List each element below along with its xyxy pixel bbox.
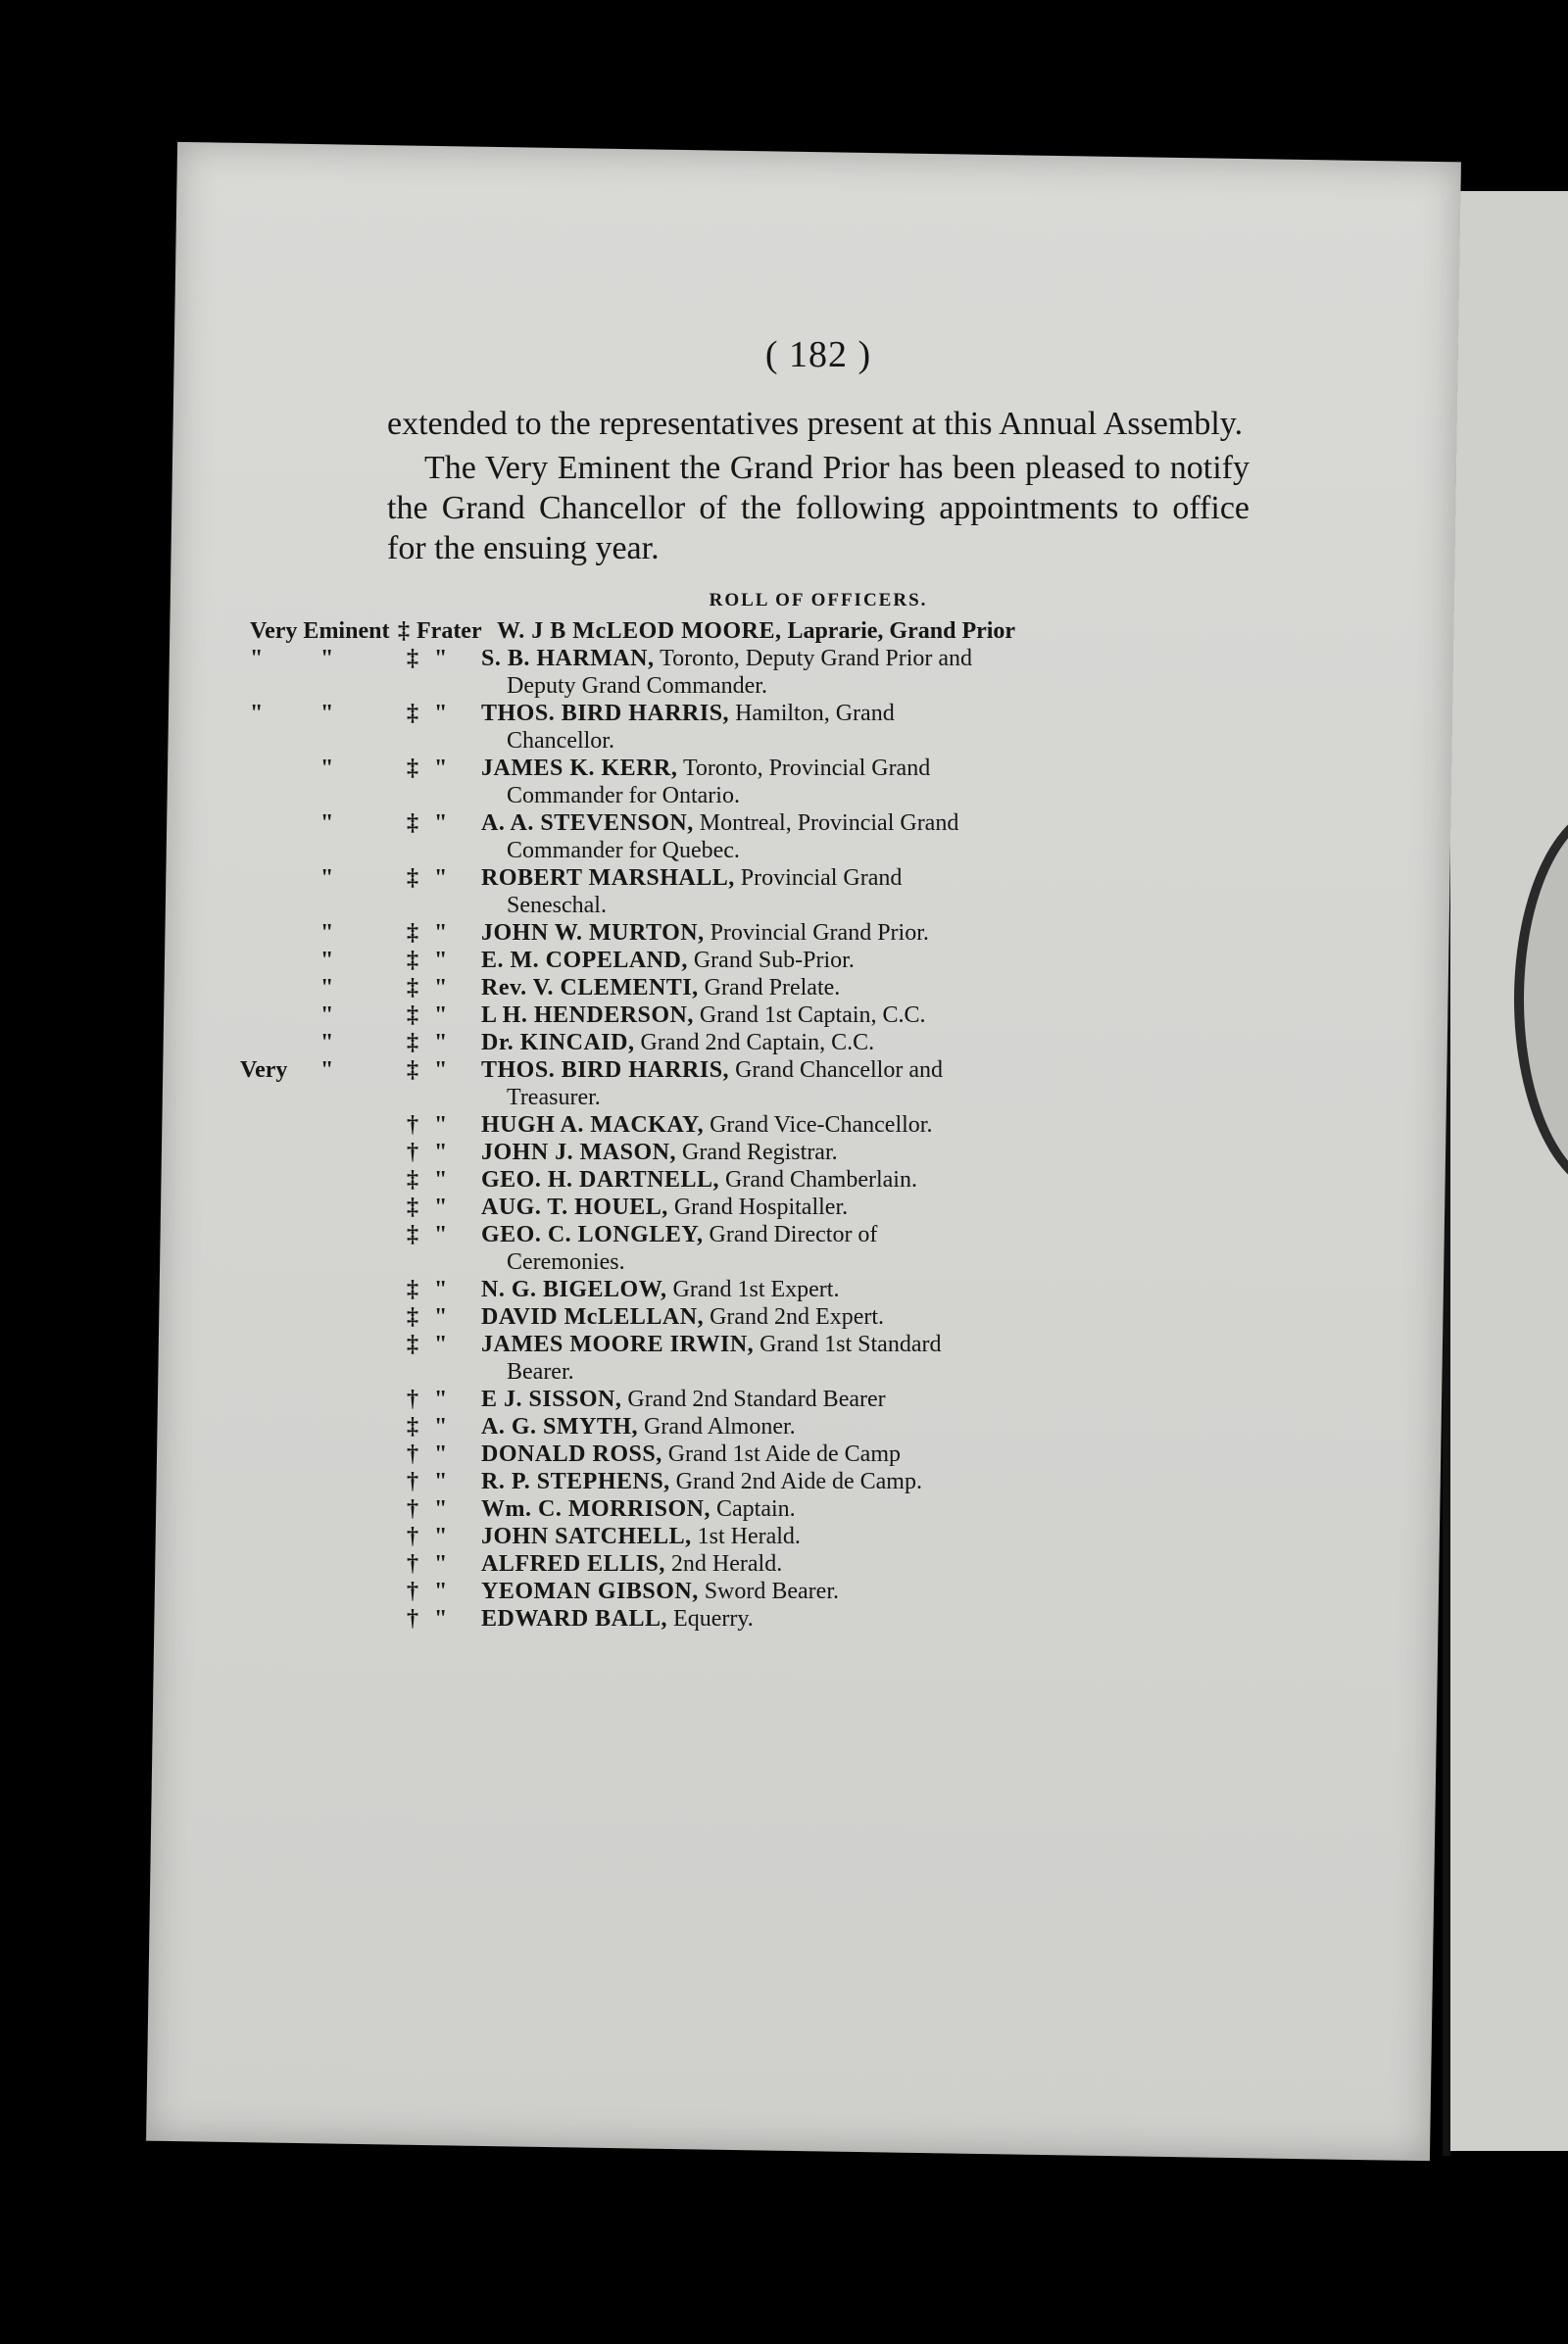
officer-row	[387, 1495, 1250, 1523]
ditto-mark: "	[320, 646, 334, 671]
officer-row	[320, 974, 1250, 1001]
dagger-mark: †	[407, 1551, 418, 1577]
officer-office: Sword Bearer.	[704, 1579, 839, 1604]
ditto-mark: "	[434, 1002, 448, 1028]
officer-name: Rev. V. CLEMENTI,	[481, 975, 699, 1001]
ditto-mark: "	[434, 1496, 448, 1522]
officer-office: Grand 1st Captain, C.C.	[699, 1002, 926, 1028]
officer-office: Grand Chamberlain.	[725, 1167, 917, 1193]
officer-row	[387, 1221, 1250, 1276]
officer-entry	[481, 1468, 1250, 1495]
officer-name: THOS. BIRD HARRIS,	[481, 701, 730, 726]
officer-office: Toronto, Deputy Grand Prior and	[660, 646, 973, 671]
officer-entry	[481, 1523, 1250, 1550]
officer-name: Dr. KINCAID,	[481, 1030, 635, 1055]
dagger-mark: †	[407, 1579, 418, 1604]
officer-name: Wm. C. MORRISON,	[481, 1496, 710, 1522]
officer-office: Grand Hospitaller.	[673, 1195, 849, 1220]
officer-entry	[481, 1221, 1250, 1276]
officer-office: 2nd Herald.	[670, 1551, 783, 1577]
officer-entry	[481, 1056, 1250, 1111]
ditto-mark: "	[434, 1441, 448, 1467]
ditto-mark: "	[320, 1030, 334, 1055]
ditto-mark: "	[434, 1469, 448, 1494]
dagger-mark: ‡	[407, 810, 418, 836]
page-number: ( 182 )	[764, 334, 872, 375]
officer-entry	[481, 1331, 1250, 1386]
officer-row	[240, 1056, 1250, 1111]
ditto-mark: "	[320, 865, 334, 891]
dagger-mark: †	[407, 1112, 418, 1138]
dagger-mark: †	[407, 1469, 418, 1494]
dagger-mark: ‡	[407, 1167, 418, 1193]
ditto-mark: "	[434, 1551, 448, 1577]
ditto-mark: "	[434, 975, 448, 1001]
ditto-mark: "	[320, 756, 334, 781]
paragraph-continuation: extended to the representatives present at this Annual Assembly.	[387, 406, 1244, 442]
officer-office: Grand 2nd Expert.	[710, 1304, 885, 1330]
very-label: Very	[240, 1057, 288, 1083]
ditto-mark: "	[434, 701, 448, 726]
officer-row-first	[250, 617, 1250, 645]
officer-office: Grand 2nd Standard Bearer	[627, 1387, 886, 1412]
officer-name: A. A. STEVENSON,	[481, 810, 694, 836]
ditto-mark: "	[434, 1195, 448, 1220]
officer-name: ROBERT MARSHALL,	[481, 865, 735, 891]
ditto-mark: "	[434, 920, 448, 946]
officer-office: Provincial Grand	[740, 865, 903, 891]
roll-heading: ROLL OF OFFICERS.	[709, 590, 928, 610]
ditto-mark: "	[434, 756, 448, 781]
ditto-mark: "	[434, 1606, 448, 1632]
officer-entry	[481, 700, 1250, 755]
officer-office: Grand Sub-Prior.	[693, 948, 855, 973]
officer-office-continued: Treasurer.	[507, 1085, 601, 1110]
ditto-mark: "	[434, 1579, 448, 1604]
officer-entry	[481, 1166, 1250, 1194]
officer-row	[387, 1139, 1250, 1166]
officer-rows	[240, 645, 1250, 1633]
officer-office: Provincial Grand Prior.	[710, 920, 929, 946]
officer-office: Equerry.	[673, 1606, 754, 1632]
officer-office: Grand 2nd Captain, C.C.	[640, 1030, 875, 1055]
officer-name: DAVID McLELLAN,	[481, 1304, 705, 1330]
officer-office-continued: Commander for Quebec.	[507, 838, 740, 863]
officer-office-continued: Chancellor.	[507, 728, 614, 754]
dagger-mark: ‡	[398, 618, 410, 644]
ditto-mark: "	[320, 1057, 334, 1083]
officer-row	[387, 1523, 1250, 1550]
officer-row	[320, 919, 1250, 947]
officer-entry	[481, 1413, 1250, 1441]
officer-office: Grand 1st Standard	[760, 1332, 942, 1357]
ditto-mark: "	[434, 1167, 448, 1193]
officer-office: Grand Director of	[709, 1222, 878, 1247]
officer-office: Captain.	[716, 1496, 796, 1522]
officer-row	[320, 1001, 1250, 1029]
officer-name: L H. HENDERSON,	[481, 1002, 694, 1028]
officer-row	[387, 1441, 1250, 1468]
officer-entry	[497, 617, 1250, 645]
officer-entry	[481, 755, 1250, 809]
officer-row	[250, 645, 1250, 700]
dagger-mark: ‡	[407, 975, 418, 1001]
officer-row	[387, 1413, 1250, 1441]
ditto-mark: "	[434, 1304, 448, 1330]
officer-entry	[481, 919, 1250, 947]
dagger-mark: ‡	[407, 1195, 418, 1220]
officer-name: E J. SISSON,	[481, 1387, 622, 1412]
dagger-mark: ‡	[407, 1277, 418, 1302]
officer-name: JAMES MOORE IRWIN,	[481, 1332, 755, 1357]
ditto-mark: "	[434, 1030, 448, 1055]
ditto-mark: "	[320, 948, 334, 973]
ditto-mark: "	[320, 701, 334, 726]
officer-office: 1st Herald.	[697, 1524, 801, 1549]
page-content	[240, 333, 1250, 1633]
officer-row	[387, 1303, 1250, 1331]
officer-entry	[481, 974, 1250, 1001]
officer-row	[387, 1331, 1250, 1386]
dagger-mark: †	[407, 1606, 418, 1632]
officer-office: Grand 2nd Aide de Camp.	[675, 1469, 922, 1494]
officer-office: Grand Vice-Chancellor.	[710, 1112, 933, 1138]
dagger-mark: ‡	[407, 646, 418, 671]
officer-entry	[481, 947, 1250, 974]
officer-name: A. G. SMYTH,	[481, 1414, 639, 1440]
officer-office: Grand Almoner.	[644, 1414, 796, 1440]
officer-name: JAMES K. KERR,	[481, 756, 678, 781]
officer-entry	[481, 1495, 1250, 1523]
ditto-mark: "	[434, 1140, 448, 1165]
officer-row	[320, 1029, 1250, 1056]
dagger-mark: ‡	[407, 1030, 418, 1055]
officer-office-continued: Seneschal.	[507, 893, 607, 918]
ditto-mark: "	[434, 1222, 448, 1247]
dagger-mark: ‡	[407, 865, 418, 891]
officer-entry	[481, 1276, 1250, 1303]
officer-office: Grand Chancellor and	[735, 1057, 943, 1083]
officer-row	[387, 1468, 1250, 1495]
officer-name: ALFRED ELLIS,	[481, 1551, 665, 1577]
officer-row	[387, 1276, 1250, 1303]
officer-entry	[481, 1441, 1250, 1468]
dagger-mark: ‡	[407, 1414, 418, 1440]
ditto-mark: "	[434, 1112, 448, 1138]
dagger-mark: ‡	[407, 1304, 418, 1330]
officer-row	[250, 700, 1250, 755]
ditto-mark: "	[434, 1387, 448, 1412]
officer-row	[387, 1386, 1250, 1413]
officer-office-continued: Ceremonies.	[507, 1249, 625, 1275]
dagger-mark: †	[407, 1524, 418, 1549]
dagger-mark: †	[407, 1441, 418, 1467]
officer-row	[387, 1166, 1250, 1194]
officer-office: Laprarie, Grand Prior	[787, 618, 1016, 644]
ditto-mark: "	[320, 920, 334, 946]
dagger-mark: ‡	[407, 701, 418, 726]
ditto-mark: "	[434, 865, 448, 891]
officer-entry	[481, 1029, 1250, 1056]
officer-entry	[481, 1111, 1250, 1139]
officer-name: N. G. BIGELOW,	[481, 1277, 667, 1302]
officer-row	[320, 755, 1250, 809]
officer-name: JOHN J. MASON,	[481, 1140, 676, 1165]
dagger-mark: ‡	[407, 1332, 418, 1357]
officer-office: Grand 1st Aide de Camp	[667, 1441, 901, 1467]
ditto-mark: "	[434, 810, 448, 836]
ditto-mark: "	[434, 1414, 448, 1440]
ditto-mark: "	[250, 701, 264, 726]
officer-name: EDWARD BALL,	[481, 1606, 668, 1632]
officer-row	[320, 809, 1250, 864]
officer-entry	[481, 1001, 1250, 1029]
dagger-mark: ‡	[407, 948, 418, 973]
officer-entry	[481, 1605, 1250, 1633]
officer-entry	[481, 1550, 1250, 1578]
officer-row	[387, 1111, 1250, 1139]
dagger-mark: ‡	[407, 1057, 418, 1083]
officer-name: HUGH A. MACKAY,	[481, 1112, 705, 1138]
officer-row	[387, 1605, 1250, 1633]
officer-office-continued: Bearer.	[507, 1359, 574, 1385]
dagger-mark: ‡	[407, 1222, 418, 1247]
officer-office: Hamilton, Grand	[735, 701, 895, 726]
dagger-mark: †	[407, 1387, 418, 1412]
ditto-mark: "	[320, 975, 334, 1001]
officer-name: W. J B McLEOD MOORE,	[497, 618, 782, 644]
ditto-mark: "	[434, 1277, 448, 1302]
dagger-mark: †	[407, 1496, 418, 1522]
rank-prefix: Very Eminent	[250, 618, 390, 644]
officer-roll	[240, 617, 1250, 1633]
officer-row	[387, 1194, 1250, 1221]
officer-office: Toronto, Provincial Grand	[682, 756, 931, 781]
officer-name: S. B. HARMAN,	[481, 646, 655, 671]
officer-row	[387, 1578, 1250, 1605]
officer-name: JOHN SATCHELL,	[481, 1524, 692, 1549]
officer-row	[320, 864, 1250, 919]
officer-row	[387, 1550, 1250, 1578]
officer-entry	[481, 1578, 1250, 1605]
officer-row	[320, 947, 1250, 974]
ditto-mark: "	[434, 646, 448, 671]
officer-entry	[481, 1386, 1250, 1413]
officer-name: AUG. T. HOUEL,	[481, 1195, 668, 1220]
officer-office: Grand Registrar.	[682, 1140, 838, 1165]
ditto-mark: "	[434, 948, 448, 973]
ditto-mark: "	[320, 1002, 334, 1028]
officer-office: Montreal, Provincial Grand	[699, 810, 959, 836]
officer-name: E. M. COPELAND,	[481, 948, 688, 973]
officer-office: Grand 1st Expert.	[672, 1277, 840, 1302]
dagger-mark: †	[407, 1140, 418, 1165]
paragraph-appointments: The Very Eminent the Grand Prior has been pleased to notify the Grand Chancellor of the following appointments to office for the ensuing year.	[387, 450, 1250, 566]
ditto-mark: "	[320, 810, 334, 836]
officer-office: Grand Prelate.	[704, 975, 841, 1001]
ditto-mark: "	[434, 1524, 448, 1549]
title-frater: Frater	[416, 618, 482, 644]
facing-page	[1450, 191, 1568, 2151]
dagger-mark: ‡	[407, 1002, 418, 1028]
dagger-mark: ‡	[407, 920, 418, 946]
officer-office-continued: Deputy Grand Commander.	[507, 673, 767, 699]
officer-entry	[481, 1139, 1250, 1166]
ditto-mark: "	[250, 646, 264, 671]
officer-name: DONALD ROSS,	[481, 1441, 662, 1467]
officer-name: GEO. C. LONGLEY,	[481, 1222, 704, 1247]
officer-name: R. P. STEPHENS,	[481, 1469, 670, 1494]
officer-entry	[481, 864, 1250, 919]
officer-name: YEOMAN GIBSON,	[481, 1579, 699, 1604]
officer-entry	[481, 1194, 1250, 1221]
ditto-mark: "	[434, 1057, 448, 1083]
officer-name: JOHN W. MURTON,	[481, 920, 705, 946]
officer-name: THOS. BIRD HARRIS,	[481, 1057, 730, 1083]
officer-name: GEO. H. DARTNELL,	[481, 1167, 720, 1193]
ditto-mark: "	[434, 1332, 448, 1357]
officer-entry	[481, 809, 1250, 864]
officer-entry	[481, 1303, 1250, 1331]
dagger-mark: ‡	[407, 756, 418, 781]
officer-office-continued: Commander for Ontario.	[507, 783, 740, 808]
officer-entry	[481, 645, 1250, 700]
